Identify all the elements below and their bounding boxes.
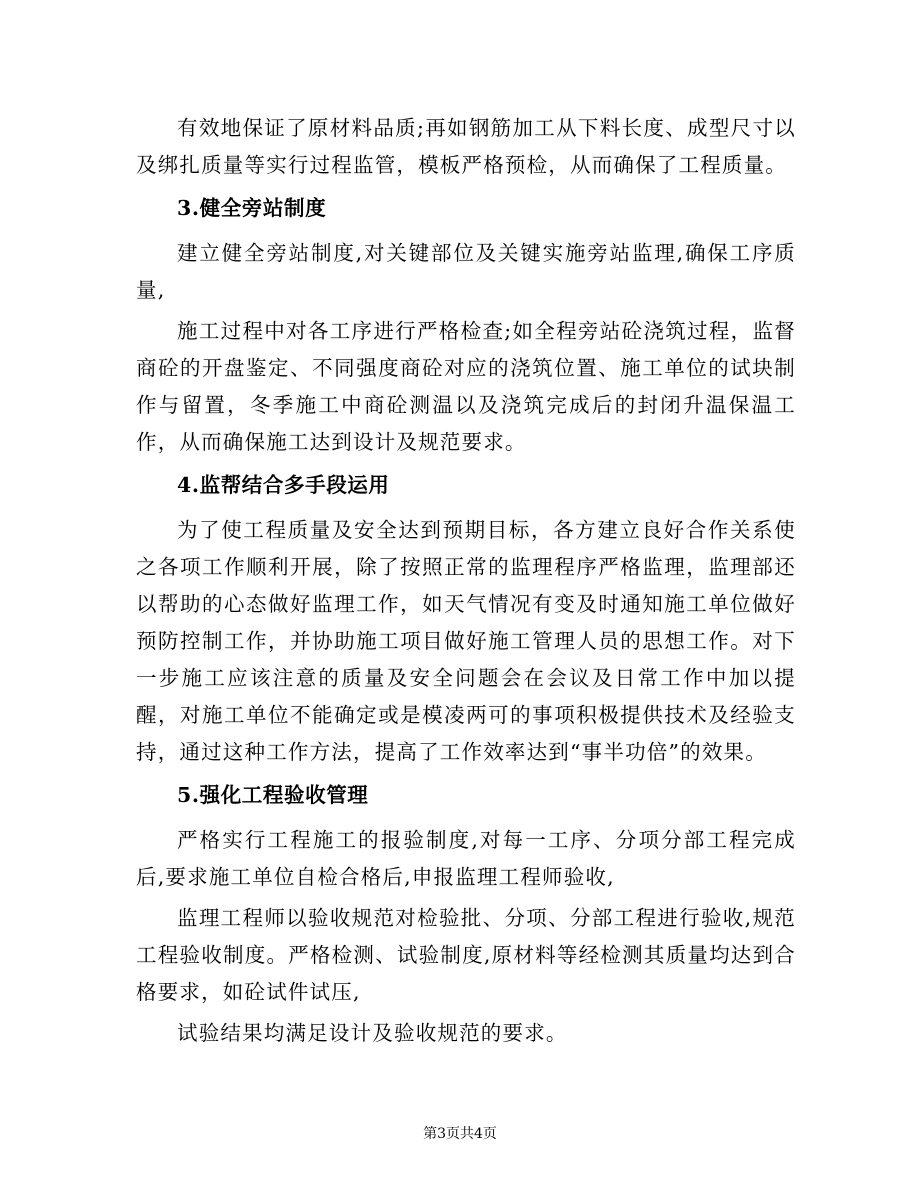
- page-number-footer: 第3页共4页: [423, 1126, 497, 1142]
- paragraph-acceptance-standards: 监理工程师以验收规范对检验批、分项、分部工程进行验收,规范工程验收制度。严格检测、试验制度,原材料等经检测其质量均达到合格要求，如砼试件试压,: [136, 906, 796, 1004]
- paragraph-process-inspection: 施工过程中对各工序进行严格检查;如全程旁站砼浇筑过程，监督商砼的开盘鉴定、不同强度商砼对应的浇筑位置、施工单位的试块制作与留置，冬季施工中商砼测温以及浇筑完成后的封闭升温保温工作，从而确保施工达到设计及规范要求。: [136, 319, 796, 454]
- heading-acceptance-management: 5.强化工程验收管理: [177, 783, 369, 807]
- heading-multi-means: 4.监帮结合多手段运用: [177, 473, 390, 497]
- paragraph-material-quality: 有效地保证了原材料品质;再如钢筋加工从下料长度、成型尺寸以及绑扎质量等实行过程监管，模板严格预检，从而确保了工程质量。: [136, 116, 796, 177]
- paragraph-inspection-system: 严格实行工程施工的报验制度,对每一工序、分项分部工程完成后,要求施工单位自检合格后,申报监理工程师验收,: [136, 828, 796, 889]
- heading-supervision-system: 3.健全旁站制度: [177, 196, 327, 220]
- paragraph-test-results: 试验结果均满足设计及验收规范的要求。: [177, 1021, 568, 1045]
- document-body: [136, 110, 796, 1052]
- paragraph-supervision-system: 建立健全旁站制度,对关键部位及关键实施旁站监理,确保工序质量,: [136, 241, 796, 302]
- paragraph-cooperation: 为了使工程质量及安全达到预期目标，各方建立良好合作关系使之各项工作顺利开展，除了按照正常的监理程序严格监理，监理部还以帮助的心态做好监理工作，如天气情况有变及时通知施工单位做好预防控制工作，并协助施工项目做好施工管理人员的思想工作。对下一步施工应该注意的质量及安全问题会在会议及日常工作中加以提醒，对施工单位不能确定或是模凌两可的事项积极提供技术及经验支持，通过这种工作方法，提高了工作效率达到“事半功倍”的效果。: [136, 518, 796, 764]
